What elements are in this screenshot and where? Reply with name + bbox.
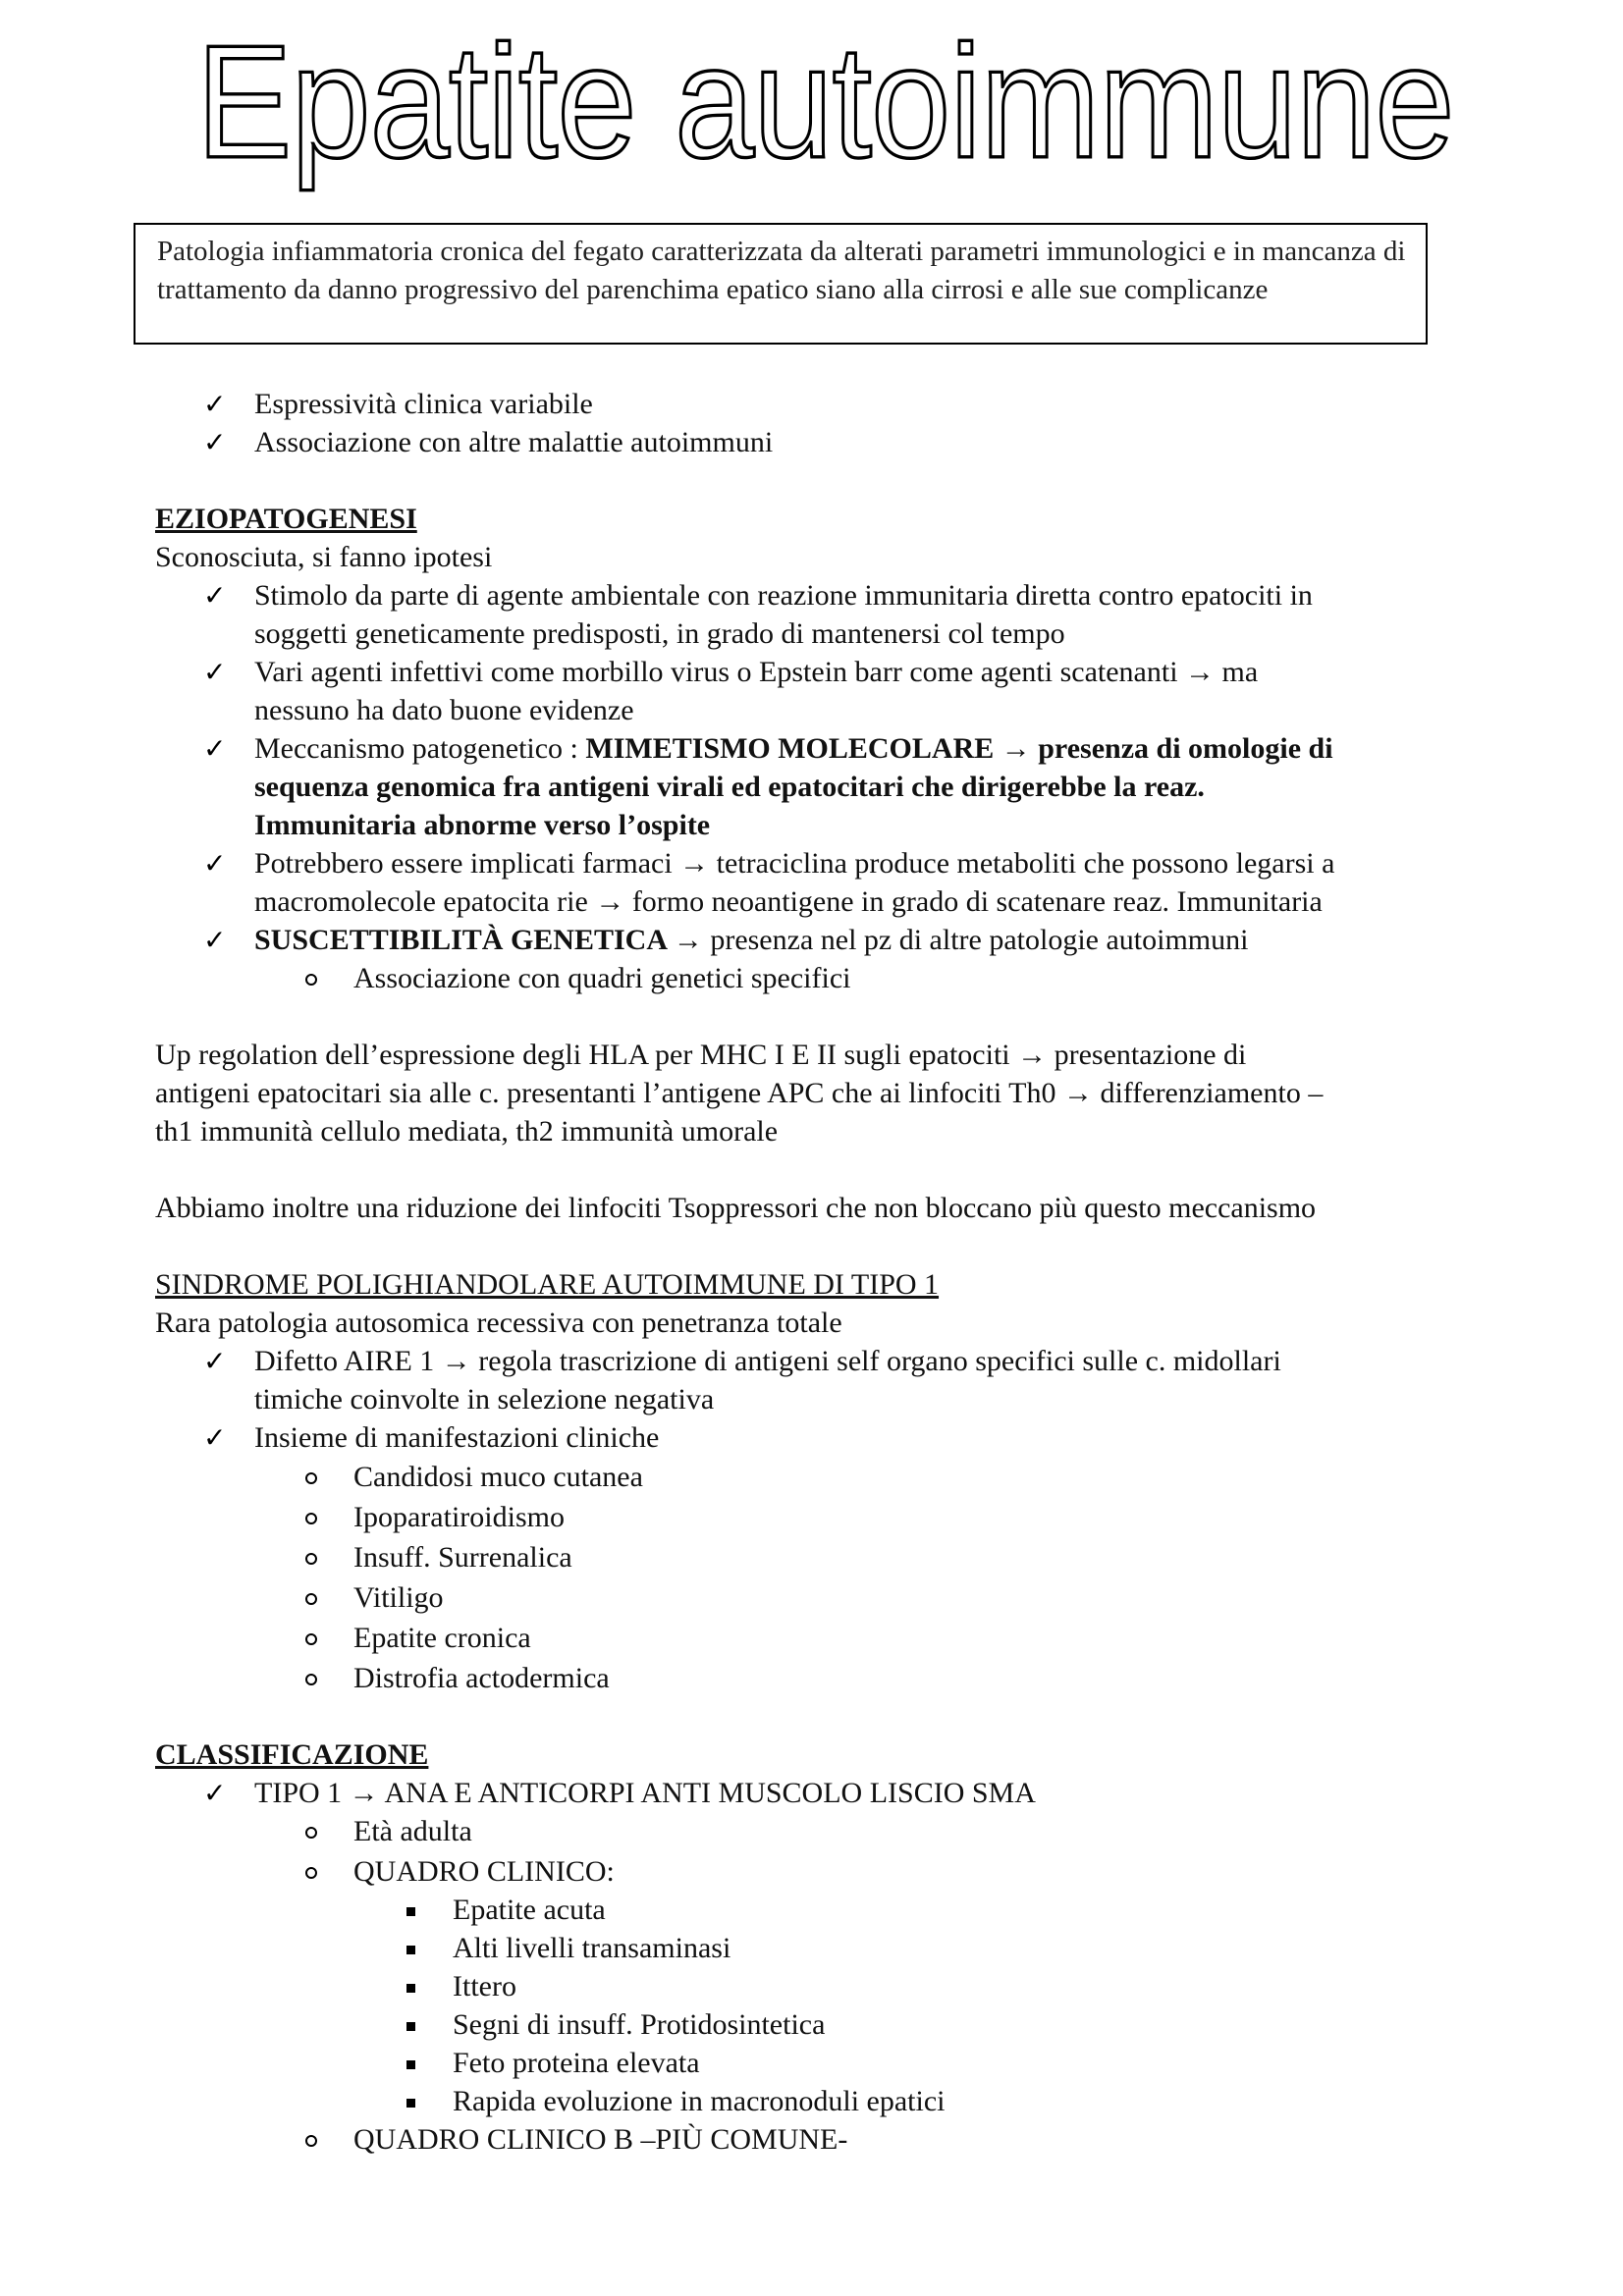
- check-icon: ✓: [203, 1777, 227, 1809]
- sub-item: Epatite cronica: [353, 1622, 531, 1654]
- definition-box: Patologia infiammatoria cronica del fegato caratterizzata da alterati parametri immunologici e in mancanza di trattamento da danno progressivo del parenchima epatico siano alla cirrosi e alle sue complicanze: [134, 223, 1428, 345]
- circle-bullet-icon: [305, 1593, 317, 1605]
- list-item-cont: Immunitaria abnorme verso l’ospite: [254, 809, 711, 841]
- sub-item: Ipoparatiroidismo: [353, 1501, 565, 1533]
- check-icon: ✓: [203, 924, 227, 956]
- circle-bullet-icon: [305, 974, 317, 986]
- sub-sub-item: Segni di insuff. Protidosintetica: [453, 2008, 826, 2041]
- check-icon: ✓: [203, 426, 227, 458]
- list-item: Espressività clinica variabile: [254, 388, 593, 420]
- square-bullet-icon: [406, 1984, 415, 1993]
- list-item: [254, 729, 1333, 768]
- circle-bullet-icon: [305, 1827, 317, 1839]
- paragraph-line: Up regolation dell’espressione degli HLA per MHC I E II sugli epatociti → presentazione di: [155, 1039, 1247, 1071]
- circle-bullet-icon: [305, 2135, 317, 2147]
- circle-bullet-icon: [305, 1472, 317, 1484]
- square-bullet-icon: [406, 2060, 415, 2069]
- check-icon: ✓: [203, 847, 227, 880]
- section-heading-eziopatogenesi: EZIOPATOGENESI: [155, 503, 417, 535]
- square-bullet-icon: [406, 2099, 415, 2108]
- sub-item: QUADRO CLINICO B –PIÙ COMUNE-: [353, 2123, 848, 2156]
- list-item-cont: nessuno ha dato buone evidenze: [254, 694, 634, 726]
- circle-bullet-icon: [305, 1674, 317, 1685]
- check-icon: ✓: [203, 1421, 227, 1454]
- sub-item: QUADRO CLINICO:: [353, 1855, 615, 1888]
- square-bullet-icon: [406, 1907, 415, 1916]
- sub-sub-item: Epatite acuta: [453, 1894, 606, 1926]
- section-intro: Sconosciuta, si fanno ipotesi: [155, 541, 493, 573]
- list-item-cont: sequenza genomica fra antigeni virali ed epatocitari che dirigerebbe la reaz.: [254, 771, 1205, 803]
- list-item-cont: soggetti geneticamente predisposti, in grado di mantenersi col tempo: [254, 617, 1065, 650]
- list-item-cont: macromolecole epatocita rie → formo neoantigene in grado di scatenare reaz. Immunitaria: [254, 885, 1323, 918]
- list-item: Potrebbero essere implicati farmaci → tetraciclina produce metaboliti che possono legarsi a: [254, 847, 1335, 880]
- list-item: TIPO 1 → ANA E ANTICORPI ANTI MUSCOLO LISCIO SMA: [254, 1777, 1036, 1809]
- text-normal: presenza nel pz di altre patologie autoimmuni: [710, 924, 1249, 956]
- page-title: Epatite autoimmune: [196, 11, 1454, 191]
- list-item-cont: timiche coinvolte in selezione negativa: [254, 1383, 715, 1415]
- list-item: Vari agenti infettivi come morbillo virus o Epstein barr come agenti scatenanti → ma: [254, 656, 1259, 688]
- sub-sub-item: Feto proteina elevata: [453, 2047, 700, 2079]
- section-heading-classificazione: CLASSIFICAZIONE: [155, 1738, 429, 1771]
- list-item: Associazione con altre malattie autoimmuni: [254, 426, 774, 458]
- paragraph-line: Abbiamo inoltre una riduzione dei linfociti Tsoppressori che non bloccano più questo meccanismo: [155, 1192, 1317, 1224]
- paragraph-line: th1 immunità cellulo mediata, th2 immunità umorale: [155, 1115, 779, 1148]
- list-item: Difetto AIRE 1 → regola trascrizione di antigeni self organo specifici sulle c. midollari: [254, 1345, 1281, 1377]
- check-icon: ✓: [203, 656, 227, 688]
- text-bold: SUSCETTIBILITÀ GENETICA →: [254, 924, 711, 956]
- square-bullet-icon: [406, 2022, 415, 2031]
- sub-sub-item: Rapida evoluzione in macronoduli epatici: [453, 2085, 946, 2117]
- text-bold: MIMETISMO MOLECOLARE → presenza di omologie di: [585, 732, 1333, 765]
- check-icon: ✓: [203, 1345, 227, 1377]
- list-item: Stimolo da parte di agente ambientale con reazione immunitaria diretta contro epatociti in: [254, 579, 1313, 612]
- sub-item: Vitiligo: [353, 1581, 444, 1614]
- sub-sub-item: Alti livelli transaminasi: [453, 1932, 731, 1964]
- circle-bullet-icon: [305, 1867, 317, 1879]
- check-icon: ✓: [203, 732, 227, 765]
- sub-sub-item: Ittero: [453, 1970, 516, 2002]
- check-icon: ✓: [203, 388, 227, 420]
- sub-item: Insuff. Surrenalica: [353, 1541, 572, 1574]
- sub-item: Età adulta: [353, 1815, 472, 1847]
- sub-item: Distrofia actodermica: [353, 1662, 610, 1694]
- square-bullet-icon: [406, 1946, 415, 1954]
- section-heading-sindrome: SINDROME POLIGHIANDOLARE AUTOIMMUNE DI TIPO 1: [155, 1268, 940, 1301]
- text-normal: Meccanismo patogenetico :: [254, 732, 586, 765]
- sub-item: Associazione con quadri genetici specifici: [353, 962, 851, 994]
- circle-bullet-icon: [305, 1513, 317, 1524]
- sub-item: Candidosi muco cutanea: [353, 1461, 643, 1493]
- list-item: Insieme di manifestazioni cliniche: [254, 1421, 660, 1454]
- section-intro: Rara patologia autosomica recessiva con penetranza totale: [155, 1307, 842, 1339]
- list-item: [254, 921, 1248, 959]
- circle-bullet-icon: [305, 1633, 317, 1645]
- circle-bullet-icon: [305, 1553, 317, 1565]
- paragraph-line: antigeni epatocitari sia alle c. presentanti l’antigene APC che ai linfociti Th0 → differenziamento –: [155, 1077, 1324, 1109]
- check-icon: ✓: [203, 579, 227, 612]
